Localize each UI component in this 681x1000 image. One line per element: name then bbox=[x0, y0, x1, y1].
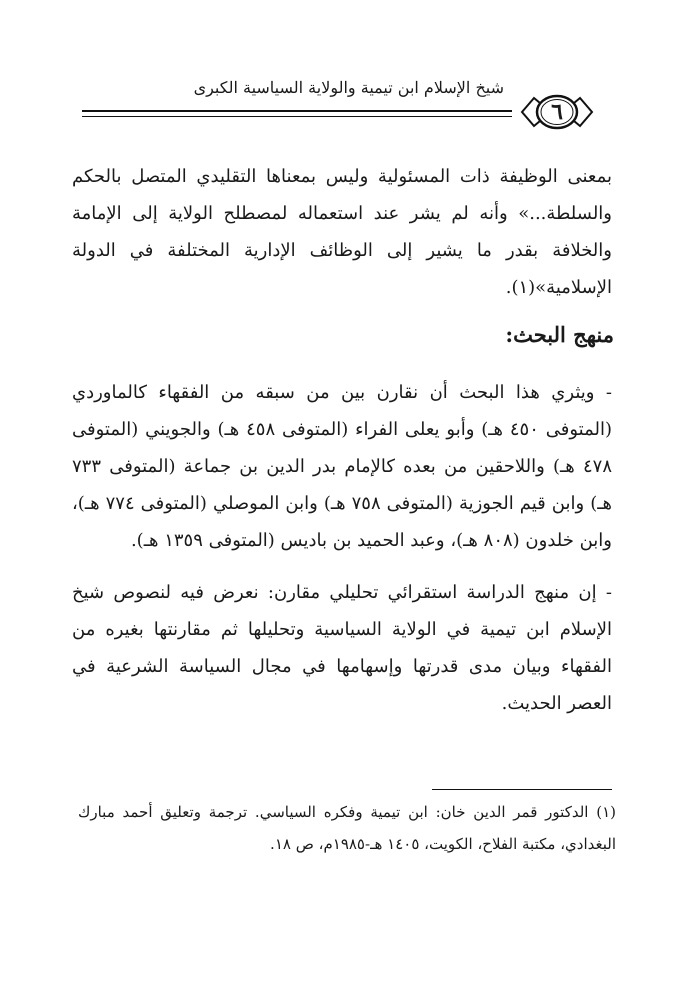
header-rule-thin bbox=[82, 116, 512, 117]
method-bullet-comparison: - ويثري هذا البحث أن نقارن بين من سبقه من الفقهاء كالماوردي (المتوفى ٤٥٠ هـ) وأبو يعلى الفراء (المتوفى ٤٥٨ هـ) والجويني (المتوفى ٤٧٨ هـ) واللاحقين من بعده كالإمام بدر الدين بن جماعة (المتوفى ٧٣٣ هـ) وابن قيم الجوزية (المتوفى ٧٥٨ هـ) وابن الموصلي (المتوفى ٧٧٤ هـ)، وابن خلدون (٨٠٨ هـ)، وعبد الحميد بن باديس (المتوفى ١٣٥٩ هـ). bbox=[72, 382, 613, 551]
intro-paragraph: بمعنى الوظيفة ذات المسئولية وليس بمعناها التقليدي المتصل بالحكم والسلطة...» وأنه لم يشر عند استعماله لمصطلح الولاية إلى الإمامة والخلافة بقدر ما يشير إلى الوظائف الإدارية المختلفة في الدولة الإسلامية»(١). bbox=[72, 166, 612, 298]
page-number-badge bbox=[516, 90, 598, 134]
footnote-separator bbox=[432, 789, 612, 790]
page-number: ٦ bbox=[551, 99, 563, 125]
section-heading: منهج البحث: bbox=[505, 322, 614, 347]
method-bullet-approach: - إن منهج الدراسة استقرائي تحليلي مقارن: نعرض فيه لنصوص شيخ الإسلام ابن تيمية في الولاية السياسية وتحليلها ثم مقارنتها بغيره من الفقهاء وبيان مدى قدرتها وإسهامها في مجال السياسة الشرعية في العصر الحديث. bbox=[72, 582, 612, 714]
header-rule bbox=[82, 110, 512, 112]
footnote: (١) الدكتور قمر الدين خان: ابن تيمية وفكره السياسي. ترجمة وتعليق أحمد مبارك البغدادي، مكتبة الفلاح، الكويت، ١٤٠٥ هـ-١٩٨٥م، ص ١٨. bbox=[78, 803, 616, 853]
running-title: شيخ الإسلام ابن تيمية والولاية السياسية الكبرى bbox=[193, 78, 504, 97]
